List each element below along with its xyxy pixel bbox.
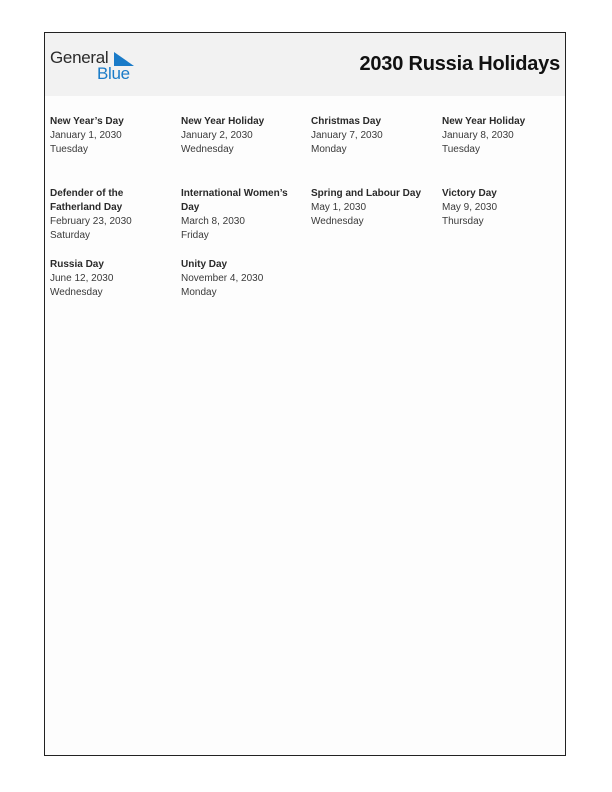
holiday-date: February 23, 2030	[50, 216, 132, 227]
holiday-date: May 9, 2030	[442, 202, 498, 213]
holiday-item	[442, 187, 566, 229]
holiday-weekday: Monday	[311, 144, 347, 155]
page-header	[45, 33, 565, 96]
holiday-name: Defender of the Fatherland Day	[50, 188, 124, 213]
logo-word-blue: Blue	[97, 64, 130, 83]
holiday-date: March 8, 2030	[181, 216, 245, 227]
holiday-name: Spring and Labour Day	[311, 188, 422, 199]
holiday-item	[311, 115, 435, 157]
generalblue-logo	[50, 49, 140, 83]
calendar-page	[44, 32, 566, 756]
holiday-item	[442, 115, 566, 157]
holiday-item	[311, 187, 435, 229]
holiday-name: Russia Day	[50, 259, 104, 270]
holiday-date: November 4, 2030	[181, 273, 264, 284]
holiday-date: January 7, 2030	[311, 130, 383, 141]
holiday-item	[181, 258, 305, 300]
holiday-item	[50, 115, 174, 157]
holiday-name: Victory Day	[442, 188, 497, 199]
holiday-date: June 12, 2030	[50, 273, 114, 284]
holiday-name: Unity Day	[181, 259, 228, 270]
holiday-weekday: Friday	[181, 230, 209, 241]
holiday-item	[50, 187, 174, 243]
holiday-date: January 2, 2030	[181, 130, 253, 141]
holiday-name: Christmas Day	[311, 116, 382, 127]
holiday-item	[181, 187, 305, 243]
holiday-weekday: Saturday	[50, 230, 91, 241]
holiday-date: May 1, 2030	[311, 202, 367, 213]
holiday-name: New Year’s Day	[50, 116, 124, 127]
holiday-weekday: Monday	[181, 287, 217, 298]
logo-word-general: General	[50, 48, 109, 67]
holiday-item	[181, 115, 305, 157]
holiday-date: January 1, 2030	[50, 130, 122, 141]
page-title: 2030 Russia Holidays	[359, 53, 560, 75]
holiday-date: January 8, 2030	[442, 130, 514, 141]
holiday-weekday: Thursday	[442, 216, 484, 227]
holiday-name: International Women’s Day	[181, 188, 288, 213]
holiday-weekday: Tuesday	[442, 144, 480, 155]
holiday-weekday: Wednesday	[50, 287, 103, 298]
holiday-item	[50, 258, 174, 300]
holiday-weekday: Tuesday	[50, 144, 88, 155]
holiday-name: New Year Holiday	[181, 116, 265, 127]
holiday-name: New Year Holiday	[442, 116, 526, 127]
holiday-weekday: Wednesday	[311, 216, 364, 227]
holiday-weekday: Wednesday	[181, 144, 234, 155]
